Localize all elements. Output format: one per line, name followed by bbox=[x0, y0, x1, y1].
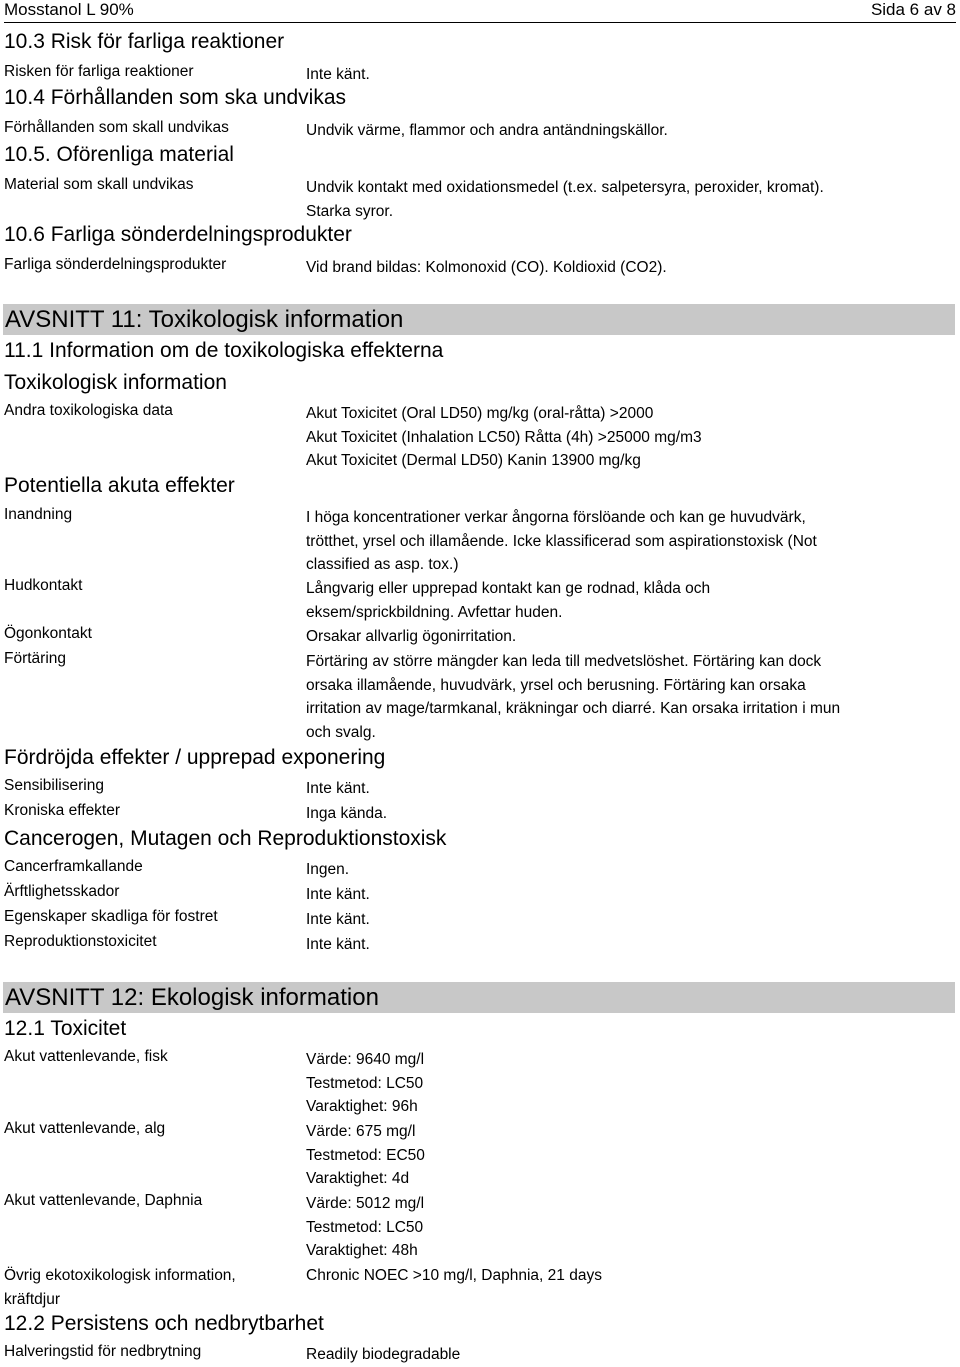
chronic-label: Kroniska effekter bbox=[4, 802, 121, 819]
product-name: Mosstanol L 90% bbox=[4, 0, 134, 19]
eye-value: Orsakar allvarlig ögonirritation. bbox=[306, 628, 517, 645]
risk-reactions-label: Risken för farliga reaktioner bbox=[4, 63, 194, 80]
cmr-heading: Cancerogen, Mutagen och Reproduktionstoxisk bbox=[4, 827, 447, 850]
ingestion-value: Förtäring av större mängder kan leda till medvetslöshet. Förtäring kan dock orsaka illamående, huvudvärk, yrsel och berusning. Förtäring kan orsaka irritation av mage/tarmkanal, kräkningar och diarré. Kan orsaka irritation i mun och svalg. bbox=[306, 653, 841, 741]
fish-value: Värde: 9640 mg/l Testmetod: LC50 Varaktighet: 96h bbox=[306, 1051, 425, 1115]
reproduction-label: Reproduktionstoxicitet bbox=[4, 933, 157, 950]
skin-label: Hudkontakt bbox=[4, 577, 83, 594]
mutagen-value: Inte känt. bbox=[306, 886, 370, 903]
eye-label: Ögonkontakt bbox=[4, 625, 92, 642]
section-10-6-heading: 10.6 Farliga sönderdelningsprodukter bbox=[4, 223, 352, 246]
section-10-4-heading: 10.4 Förhållanden som ska undvikas bbox=[4, 86, 347, 109]
conditions-avoid-label: Förhållanden som skall undvikas bbox=[4, 119, 229, 136]
reproduction-value: Inte känt. bbox=[306, 936, 370, 953]
other-tox-value: Akut Toxicitet (Oral LD50) mg/kg (oral-råtta) >2000 Akut Toxicitet (Inhalation LC50) Råtta (4h) >25000 mg/m3 Akut Toxicitet (Dermal LD50) Kanin 13900 mg/kg bbox=[306, 405, 702, 469]
carcinogen-value: Ingen. bbox=[306, 861, 350, 878]
alga-label: Akut vattenlevande, alg bbox=[4, 1120, 166, 1137]
section-12-title: AVSNITT 12: Ekologisk information bbox=[3, 982, 955, 1013]
skin-value: Långvarig eller upprepad kontakt kan ge rodnad, klåda och eksem/sprickbildning. Avfettar huden. bbox=[306, 580, 711, 621]
fetus-label: Egenskaper skadliga för fostret bbox=[4, 908, 218, 925]
tox-info-heading: Toxikologisk information bbox=[4, 371, 227, 394]
ingestion-label: Förtäring bbox=[4, 650, 67, 667]
alga-value: Värde: 675 mg/l Testmetod: EC50 Varaktighet: 4d bbox=[306, 1123, 425, 1187]
sensitisation-value: Inte känt. bbox=[306, 780, 370, 797]
section-11-title: AVSNITT 11: Toxikologisk information bbox=[3, 304, 955, 335]
other-eco-value: Chronic NOEC >10 mg/l, Daphnia, 21 days bbox=[306, 1267, 602, 1284]
page-header bbox=[4, 0, 956, 23]
incompatible-value: Undvik kontakt med oxidationsmedel (t.ex. salpetersyra, peroxider, kromat). Starka syror. bbox=[306, 179, 824, 220]
fetus-value: Inte känt. bbox=[306, 911, 370, 928]
delayed-effects-heading: Fördröjda effekter / upprepad exponering bbox=[4, 746, 386, 769]
mutagen-label: Ärftlighetsskador bbox=[4, 883, 120, 900]
section-10-3-heading: 10.3 Risk för farliga reaktioner bbox=[4, 30, 285, 53]
half-life-label: Halveringstid för nedbrytning bbox=[4, 1343, 202, 1360]
section-12-1-heading: 12.1 Toxicitet bbox=[4, 1017, 127, 1040]
other-eco-label: Övrig ekotoxikologisk information, kräftdjur bbox=[4, 1267, 236, 1308]
other-tox-label: Andra toxikologiska data bbox=[4, 402, 173, 419]
risk-reactions-value: Inte känt. bbox=[306, 66, 370, 83]
daphnia-value: Värde: 5012 mg/l Testmetod: LC50 Varaktighet: 48h bbox=[306, 1195, 425, 1259]
fish-label: Akut vattenlevande, fisk bbox=[4, 1048, 168, 1065]
half-life-value: Readily biodegradable bbox=[306, 1346, 461, 1363]
sensitisation-label: Sensibilisering bbox=[4, 777, 104, 794]
conditions-avoid-value: Undvik värme, flammor och andra antändningskällor. bbox=[306, 122, 668, 139]
section-12-2-heading: 12.2 Persistens och nedbrytbarhet bbox=[4, 1312, 324, 1335]
decomposition-value: Vid brand bildas: Kolmonoxid (CO). Koldioxid (CO2). bbox=[306, 259, 667, 276]
decomposition-label: Farliga sönderdelningsprodukter bbox=[4, 256, 227, 273]
carcinogen-label: Cancerframkallande bbox=[4, 858, 143, 875]
page-number: Sida 6 av 8 bbox=[870, 0, 956, 19]
incompatible-label: Material som skall undvikas bbox=[4, 176, 194, 193]
section-10-5-heading: 10.5. Oförenliga material bbox=[4, 143, 234, 166]
inhalation-value: I höga koncentrationer verkar ångorna förslöande och kan ge huvudvärk, trötthet, yrsel och illamående. Icke klassificerad som aspirationstoxisk (Not classified as asp. tox.) bbox=[306, 509, 817, 573]
acute-effects-heading: Potentiella akuta effekter bbox=[4, 474, 235, 497]
inhalation-label: Inandning bbox=[4, 506, 73, 523]
section-11-1-heading: 11.1 Information om de toxikologiska effekterna bbox=[4, 339, 444, 362]
daphnia-label: Akut vattenlevande, Daphnia bbox=[4, 1192, 203, 1209]
chronic-value: Inga kända. bbox=[306, 805, 388, 822]
